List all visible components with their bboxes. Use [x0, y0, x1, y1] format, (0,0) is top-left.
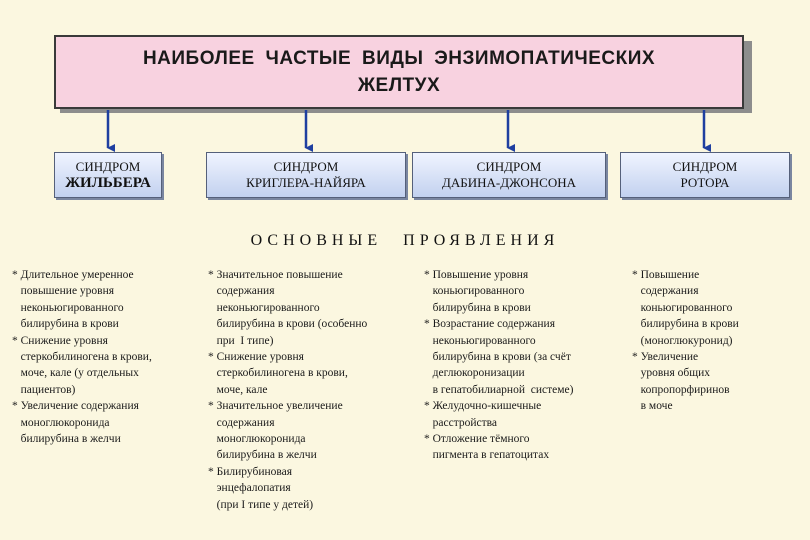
- manifestation-line: * Значительное увеличение: [208, 400, 343, 413]
- syndrome-label: СИНДРОМ: [273, 159, 339, 174]
- diagram-title-line-2: ЖЕЛТУХ: [357, 75, 441, 96]
- section-heading: ОСНОВНЫЕ ПРОЯВЛЕНИЯ: [250, 232, 560, 249]
- manifestation-line: * Повышение уровня: [424, 269, 529, 281]
- manifestation-line: деглюкоронизации: [424, 367, 525, 380]
- manifestation-line: моче, кале (у отдельных: [12, 367, 139, 380]
- manifestation-line: билирубина в крови (особенно: [208, 318, 368, 331]
- manifestation-line: стеркобилиногена в крови,: [208, 367, 348, 380]
- manifestation-line: стеркобилиногена в крови,: [12, 351, 152, 364]
- manifestation-line: уровня общих: [632, 367, 710, 380]
- syndrome-name: ДАБИНА-ДЖОНСОНА: [441, 175, 577, 190]
- manifestation-line: в гепатобилиарной системе): [424, 383, 574, 396]
- manifestation-line: * Билирубиновая: [208, 465, 293, 478]
- manifestation-line: * Отложение тёмного: [424, 433, 530, 446]
- manifestation-line: неконьюгированного: [208, 301, 320, 314]
- syndrome-box-dubin-johnson: [412, 152, 606, 198]
- manifestation-line: * Длительное умеренное: [12, 269, 134, 281]
- manifestation-line: содержания: [632, 285, 699, 298]
- manifestation-line: копропорфиринов: [632, 383, 730, 396]
- syndrome-box-crigler-najjar: [206, 152, 406, 198]
- manifestations-dubin-johnson: [424, 267, 624, 464]
- manifestation-line: пигмента в гепатоцитах: [424, 449, 550, 462]
- manifestation-line: * Возрастание содержания: [424, 318, 555, 331]
- manifestation-line: неконьюгированного: [424, 334, 536, 347]
- manifestation-line: билирубина в крови: [424, 301, 531, 314]
- manifestation-line: * Повышение: [632, 269, 700, 281]
- syndrome-label: СИНДРОМ: [476, 159, 542, 174]
- manifestation-line: билирубина в крови: [12, 318, 119, 331]
- manifestation-line: * Снижение уровня: [12, 334, 108, 347]
- manifestation-line: билирубина в желчи: [208, 449, 317, 462]
- syndrome-box-gilbert: [54, 152, 162, 198]
- manifestation-line: энцефалопатия: [208, 482, 291, 495]
- syndrome-name: РОТОРА: [680, 175, 730, 190]
- manifestation-line: моче, кале: [208, 383, 268, 396]
- manifestation-line: моноглюкоронида: [12, 416, 110, 429]
- manifestation-line: содержания: [208, 416, 275, 429]
- manifestation-line: * Увеличение: [632, 351, 699, 364]
- manifestation-line: (моноглюкуронид): [632, 334, 733, 347]
- manifestations-rotor: [632, 267, 808, 415]
- manifestation-line: расстройства: [424, 416, 498, 429]
- diagram-title-line-1: НАИБОЛЕЕ ЧАСТЫЕ ВИДЫ ЭНЗИМОПАТИЧЕСКИХ: [142, 48, 656, 69]
- manifestation-line: коньюгированного: [632, 301, 733, 314]
- manifestation-line: * Желудочно-кишечные: [424, 400, 542, 413]
- manifestation-line: моноглюкоронида: [208, 433, 306, 446]
- manifestation-line: коньюгированного: [424, 285, 525, 298]
- manifestation-line: содержания: [208, 285, 275, 298]
- manifestation-line: билирубина в крови (за счёт: [424, 351, 571, 364]
- manifestation-line: в моче: [632, 400, 673, 413]
- syndrome-label: СИНДРОМ: [75, 159, 141, 174]
- manifestation-line: * Значительное повышение: [208, 269, 343, 281]
- syndrome-box-rotor: [620, 152, 790, 198]
- manifestation-line: * Увеличение содержания: [12, 400, 139, 413]
- syndrome-name: КРИГЛЕРА-НАЙЯРА: [246, 175, 366, 190]
- syndrome-label: СИНДРОМ: [672, 159, 738, 174]
- syndrome-name: ЖИЛЬБЕРА: [65, 175, 151, 191]
- manifestations-crigler-najjar: [208, 267, 418, 513]
- manifestation-line: пациентов): [12, 383, 76, 396]
- manifestation-line: * Снижение уровня: [208, 351, 304, 364]
- manifestation-line: повышение уровня: [12, 285, 115, 298]
- manifestation-line: при I типе): [208, 334, 274, 347]
- manifestations-gilbert: [12, 267, 202, 447]
- manifestation-line: (при I типе у детей): [208, 498, 314, 511]
- manifestation-line: неконьюгированного: [12, 301, 124, 314]
- manifestation-line: билирубина в желчи: [12, 433, 121, 446]
- manifestation-line: билирубина в крови: [632, 318, 739, 331]
